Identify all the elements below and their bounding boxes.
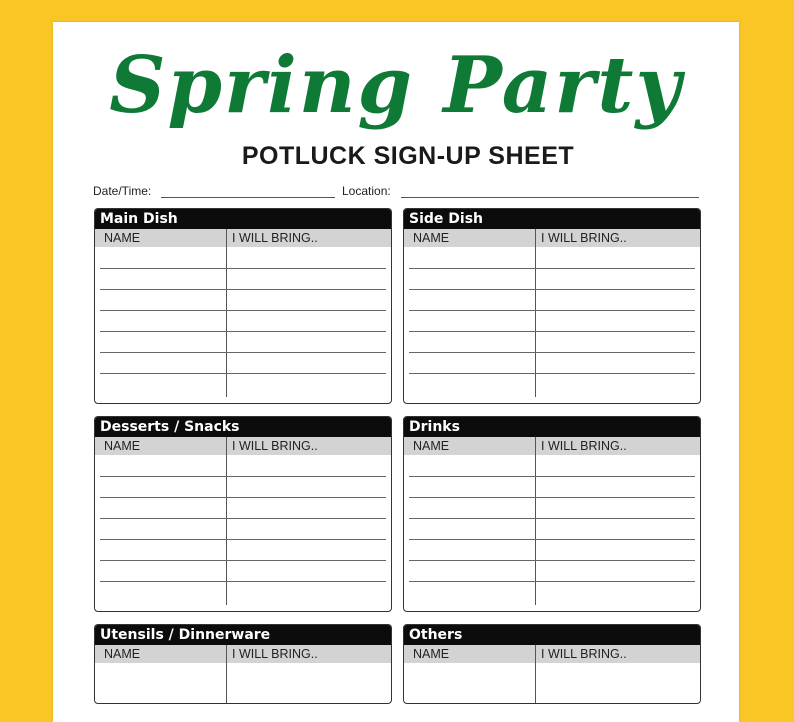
signup-sheet bbox=[53, 22, 739, 722]
column-header-row bbox=[95, 229, 391, 247]
entry-line[interactable] bbox=[100, 373, 386, 374]
column-divider bbox=[226, 229, 227, 247]
section-title: Drinks bbox=[404, 417, 700, 437]
entry-line[interactable] bbox=[100, 268, 386, 269]
column-header-row bbox=[95, 645, 391, 663]
bring-column-header: I WILL BRING.. bbox=[541, 439, 627, 453]
name-column-header: NAME bbox=[413, 231, 450, 245]
section-rows bbox=[404, 247, 700, 403]
name-column-header: NAME bbox=[104, 231, 141, 245]
column-divider bbox=[226, 247, 227, 397]
entry-line[interactable] bbox=[409, 289, 695, 290]
entry-line[interactable] bbox=[409, 352, 695, 353]
entry-line[interactable] bbox=[100, 560, 386, 561]
column-divider bbox=[535, 247, 536, 397]
bring-column-header: I WILL BRING.. bbox=[232, 647, 318, 661]
entry-line[interactable] bbox=[409, 560, 695, 561]
date-time-field[interactable] bbox=[161, 197, 335, 198]
entry-line[interactable] bbox=[409, 581, 695, 582]
entry-line[interactable] bbox=[100, 331, 386, 332]
section-rows bbox=[95, 663, 391, 703]
entry-line[interactable] bbox=[409, 373, 695, 374]
entry-line[interactable] bbox=[409, 539, 695, 540]
entry-line[interactable] bbox=[409, 268, 695, 269]
column-header-row bbox=[404, 437, 700, 455]
entry-line[interactable] bbox=[100, 289, 386, 290]
column-divider bbox=[535, 663, 536, 703]
meta-row bbox=[93, 184, 699, 202]
column-divider bbox=[226, 437, 227, 455]
column-divider bbox=[535, 437, 536, 455]
column-divider bbox=[535, 455, 536, 605]
column-divider bbox=[226, 663, 227, 703]
section-main-dish bbox=[94, 208, 392, 404]
entry-line[interactable] bbox=[409, 497, 695, 498]
section-title: Side Dish bbox=[404, 209, 700, 229]
name-column-header: NAME bbox=[413, 439, 450, 453]
entry-line[interactable] bbox=[100, 310, 386, 311]
section-side-dish bbox=[403, 208, 701, 404]
section-rows bbox=[404, 663, 700, 703]
section-title: Others bbox=[404, 625, 700, 645]
entry-line[interactable] bbox=[409, 310, 695, 311]
bring-column-header: I WILL BRING.. bbox=[232, 439, 318, 453]
entry-line[interactable] bbox=[100, 518, 386, 519]
column-divider bbox=[535, 645, 536, 663]
section-utensils-dinnerware bbox=[94, 624, 392, 704]
section-title: Desserts / Snacks bbox=[95, 417, 391, 437]
name-column-header: NAME bbox=[104, 439, 141, 453]
column-header-row bbox=[404, 645, 700, 663]
bring-column-header: I WILL BRING.. bbox=[541, 231, 627, 245]
section-title: Main Dish bbox=[95, 209, 391, 229]
section-rows bbox=[95, 455, 391, 611]
location-field[interactable] bbox=[401, 197, 699, 198]
name-column-header: NAME bbox=[104, 647, 141, 661]
column-header-row bbox=[404, 229, 700, 247]
entry-line[interactable] bbox=[100, 476, 386, 477]
section-rows bbox=[404, 455, 700, 611]
date-time-label: Date/Time: bbox=[93, 184, 152, 198]
entry-line[interactable] bbox=[409, 331, 695, 332]
section-rows bbox=[95, 247, 391, 403]
column-divider bbox=[226, 455, 227, 605]
entry-line[interactable] bbox=[100, 539, 386, 540]
name-column-header: NAME bbox=[413, 647, 450, 661]
page-title: Spring Party bbox=[109, 40, 683, 131]
column-header-row bbox=[95, 437, 391, 455]
entry-line[interactable] bbox=[409, 518, 695, 519]
column-divider bbox=[535, 229, 536, 247]
section-desserts-snacks bbox=[94, 416, 392, 612]
section-others bbox=[403, 624, 701, 704]
section-title: Utensils / Dinnerware bbox=[95, 625, 391, 645]
entry-line[interactable] bbox=[409, 476, 695, 477]
entry-line[interactable] bbox=[100, 581, 386, 582]
entry-line[interactable] bbox=[100, 352, 386, 353]
entry-line[interactable] bbox=[100, 497, 386, 498]
column-divider bbox=[226, 645, 227, 663]
page-subtitle: POTLUCK SIGN-UP SHEET bbox=[241, 142, 575, 170]
bring-column-header: I WILL BRING.. bbox=[232, 231, 318, 245]
section-drinks bbox=[403, 416, 701, 612]
bring-column-header: I WILL BRING.. bbox=[541, 647, 627, 661]
location-label: Location: bbox=[342, 184, 391, 198]
